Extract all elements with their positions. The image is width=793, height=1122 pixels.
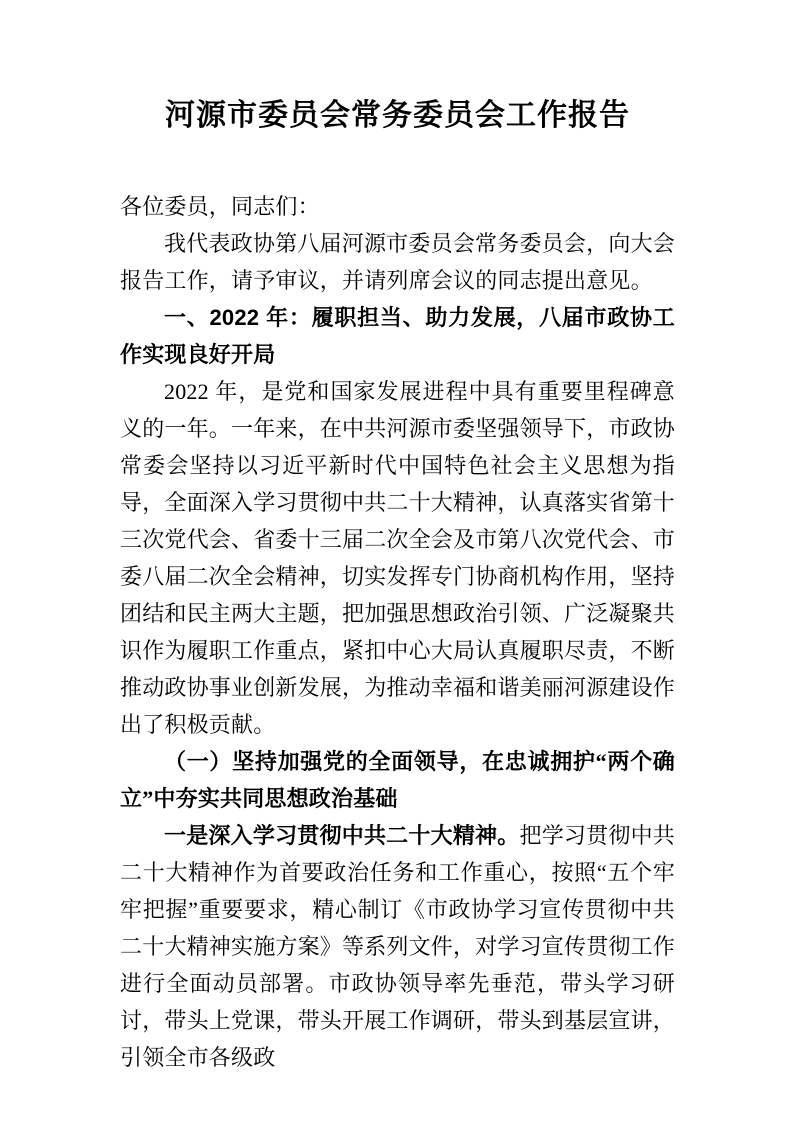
- paragraph-point-1: [120, 817, 675, 1076]
- section-1-heading: 一、2022 年：履职担当、助力发展，八届市政协工作实现良好开局: [120, 305, 675, 367]
- paragraph-intro: 我代表政协第八届河源市委员会常务委员会，向大会报告工作，请予审议，并请列席会议的同志提出意见。: [120, 231, 675, 293]
- point-1-lead-sentence: 一是深入学习贯彻中共二十大精神。: [164, 823, 520, 848]
- salutation: 各位委员，同志们：: [120, 194, 320, 219]
- point-1-body-text: 把学习贯彻中共二十大精神作为首要政治任务和工作重心，按照“五个牢牢把握”重要要求，精心制订《市政协学习宣传贯彻中共二十大精神实施方案》等系列文件，对学习宣传贯彻工作进行全面动员部署。市政协领导率先垂范，带头学习研讨，带头上党课，带头开展工作调研，带头到基层宣讲，引领全市各级政: [120, 823, 676, 1070]
- subsection-1-heading: （一）坚持加强党的全面领导，在忠诚拥护“两个确立”中夯实共同思想政治基础: [120, 749, 675, 811]
- document-title: 河源市委员会常务委员会工作报告: [165, 99, 630, 132]
- paragraph-section-1-overview: 2022 年，是党和国家发展进程中具有重要里程碑意义的一年。一年来，在中共河源市委坚强领导下，市政协常委会坚持以习近平新时代中国特色社会主义思想为指导，全面深入学习贯彻中共二十大精神，认真落实省第十三次党代会、省委十三届二次全会及市第八次党代会、市委八届二次全会精神，切实发挥专门协商机构作用，坚持团结和民主两大主题，把加强思想政治引领、广泛凝聚共识作为履职工作重点，紧扣中心大局认真履职尽责，不断推动政协事业创新发展，为推动幸福和谐美丽河源建设作出了积极贡献。: [120, 379, 676, 737]
